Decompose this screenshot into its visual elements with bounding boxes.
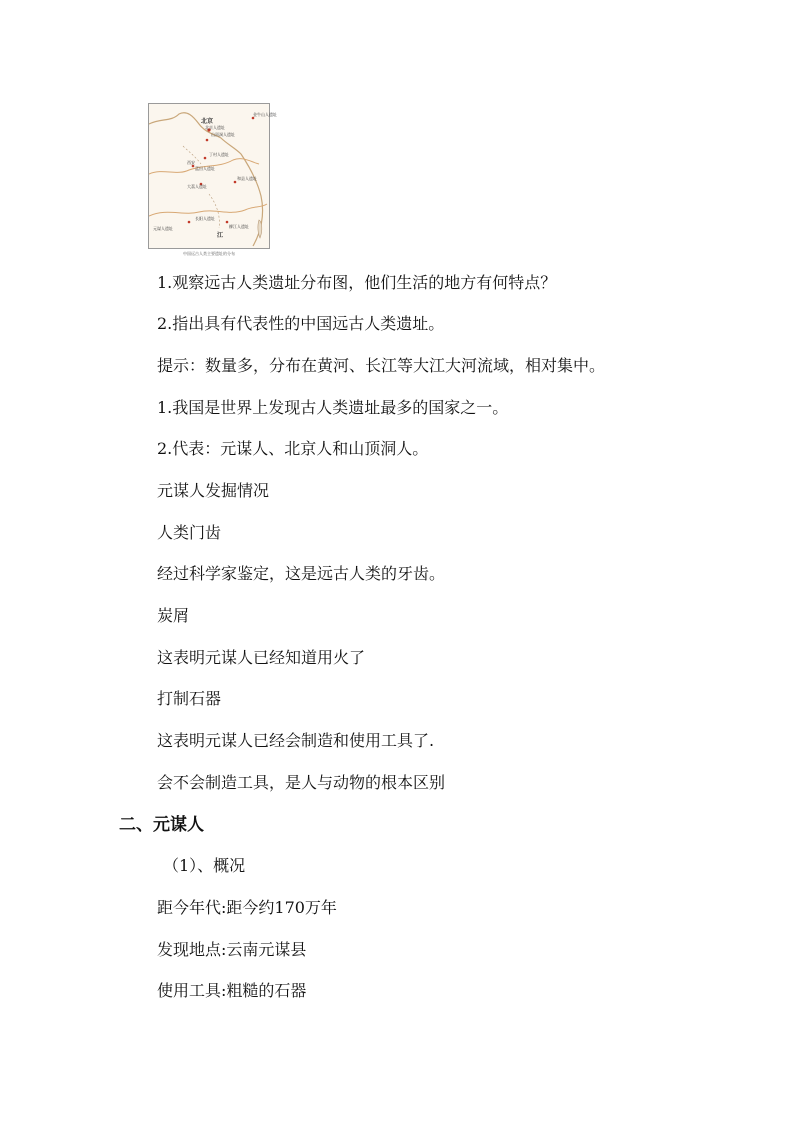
map-label-dali: 大荔人遗址 (187, 184, 207, 189)
map-caption: 中国远古人类主要遗址的分布 (183, 251, 235, 256)
map-label-dingcun: 丁村人遗址 (209, 152, 229, 157)
paragraph-6: 元谋人发掘情况 (157, 481, 270, 500)
detail-tools: 使用工具:粗糙的石器 (157, 981, 307, 1000)
paragraph-1: 1.观察远古人类遗址分布图，他们生活的地方有何特点？ (157, 273, 557, 292)
map-label-river: 江 (217, 232, 224, 239)
paragraph-7: 人类门齿 (157, 523, 222, 542)
paragraph-12: 这表明元谋人已经会制造和使用工具了. (157, 731, 435, 750)
paragraph-8: 经过科学家鉴定，这是远古人类的牙齿。 (157, 564, 446, 583)
paragraph-13: 会不会制造工具，是人与动物的根本区别 (157, 773, 446, 792)
subsection-title: （1）、概况 (163, 856, 246, 875)
map-label-hexian: 和县人遗址 (237, 176, 257, 181)
paragraph-9: 炭屑 (157, 606, 190, 625)
map-label-jinniushan: 金牛山人遗址 (253, 112, 277, 117)
site-distribution-map (148, 103, 277, 249)
paragraph-10: 这表明元谋人已经知道用火了 (157, 648, 366, 667)
paragraph-5: 2.代表：元谋人、北京人和山顶洞人。 (157, 439, 429, 458)
map-label-beijing: 北京 (201, 118, 214, 125)
section-heading: 二、元谋人 (119, 815, 204, 835)
map-label-shandingdong: 山顶洞人遗址 (211, 132, 235, 137)
map-label-zhoukoudian: 北京人遗址 (205, 125, 225, 130)
map-label-yuanmou: 元谋人遗址 (153, 226, 173, 231)
map-label-changyang: 长阳人遗址 (195, 216, 215, 221)
detail-era: 距今年代:距今约170万年 (157, 898, 337, 917)
map-label-xian: 西安 (187, 160, 195, 165)
paragraph-11: 打制石器 (157, 689, 222, 708)
paragraph-4: 1.我国是世界上发现古人类遗址最多的国家之一。 (157, 398, 509, 417)
map-label-lantian: 蓝田人遗址 (195, 166, 215, 171)
paragraph-3: 提示：数量多，分布在黄河、长江等大江大河流域，相对集中。 (157, 356, 606, 375)
paragraph-2: 2.指出具有代表性的中国远古人类遗址。 (157, 314, 445, 333)
map-label-liujiang: 柳江人遗址 (229, 224, 249, 229)
detail-location: 发现地点:云南元谋县 (157, 940, 307, 959)
